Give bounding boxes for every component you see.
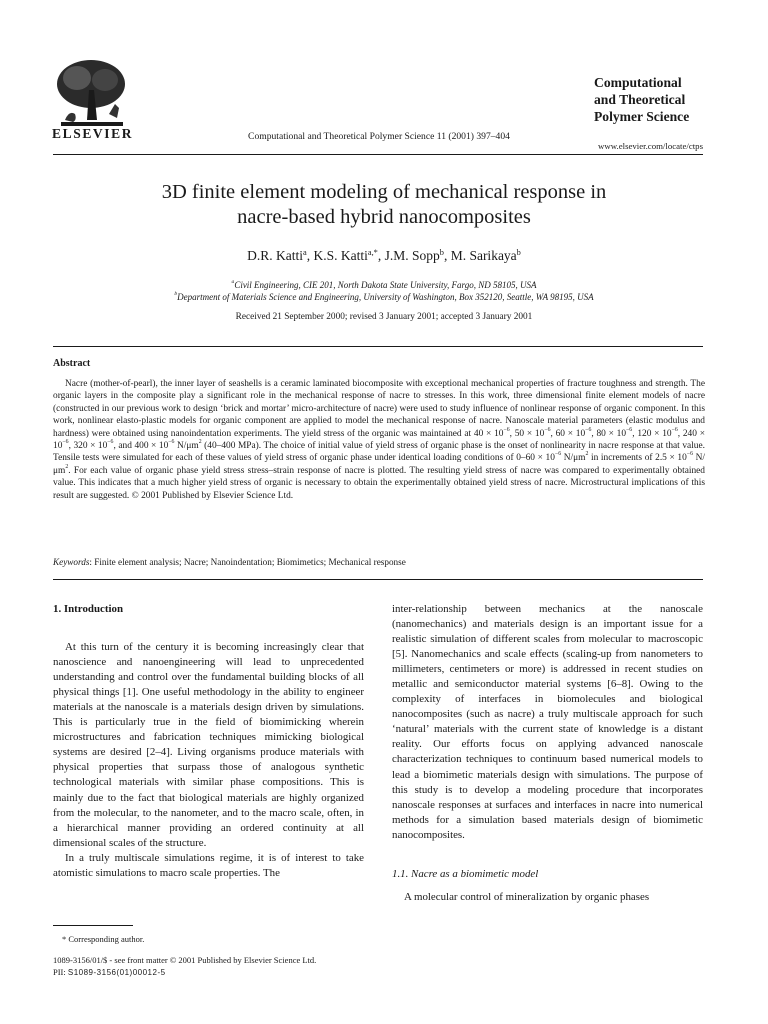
pii-line xyxy=(53,966,316,979)
exponent: −6 xyxy=(671,426,678,433)
header-divider xyxy=(53,154,703,155)
exponent: −6 xyxy=(62,439,69,446)
journal-title xyxy=(594,74,734,125)
exponent: −6 xyxy=(686,451,693,458)
exponent: −6 xyxy=(168,439,175,446)
abstract-text: , 80 × 10 xyxy=(591,428,627,439)
title-line: 3D finite element modeling of mechanical response in xyxy=(161,181,607,203)
received-dates: Received 21 September 2000; revised 3 January 2001; accepted 3 January 2001 xyxy=(235,312,533,322)
abstract-text: in increments of 2.5 × 10 xyxy=(588,453,687,464)
body-paragraph: At this turn of the century it is becoming increasingly clear that nanoscience and nanoengineering will lead to unprecedented understanding and control over the fundamental building blocks of all physical things [1]. One useful methodology in the ability to engineer materials at the nanoscale is a materials design driven by simulations. This is particularly true in the field of biomimicking wherein microstructures and fabrication techniques mimicking biological systems are desired [2–4]. Living organisms produce materials with physical properties that surpass those of analogous synthetic technological materials with similar phase compositions. This is mainly due to the fact that biological materials are highly organized from the molecular, to the nanometer, and to the macro scale, often, in a hierarchical manner providing an ordered continuity at all dimensional scales of the structure. xyxy=(53,641,364,849)
keywords xyxy=(53,557,705,567)
author-name: M. Sarikaya xyxy=(450,248,517,263)
journal-url[interactable]: www.elsevier.com/locate/ctps xyxy=(598,141,703,151)
author-affiliation-mark: b xyxy=(439,248,444,257)
title-line: nacre-based hybrid nanocomposites xyxy=(237,206,531,228)
keywords-list: : Finite element analysis; Nacre; Nanoindentation; Biomimetics; Mechanical response xyxy=(89,557,406,567)
keywords-divider xyxy=(53,579,703,580)
journal-title-line: Polymer Science xyxy=(594,109,690,124)
exponent: −6 xyxy=(107,439,114,446)
left-column xyxy=(53,602,364,881)
abstract-text: N/μm xyxy=(53,453,705,476)
keywords-label: Keywords xyxy=(53,557,90,567)
author-name: D.R. Katti xyxy=(247,248,304,263)
journal-title-line: and Theoretical xyxy=(594,92,686,107)
abstract-text: , 60 × 10 xyxy=(550,428,586,439)
corresponding-author-note: * Corresponding author. xyxy=(62,934,145,944)
abstract-text: , 240 × 10 xyxy=(53,428,705,452)
exponent: −6 xyxy=(554,451,562,458)
publisher-name: ELSEVIER xyxy=(52,126,134,141)
journal-title-line: Computational xyxy=(594,75,682,90)
pii-label: PII: xyxy=(53,967,66,977)
pii-code: S1089-3156(01)00012-5 xyxy=(67,968,166,977)
body-paragraph: inter-relationship between mechanics at the nanoscale (nanomechanics) and materials design is an important issue for a realistic simulation of different scales from molecular to macroscopic [5]. Nanomechanics and scale effects (scaling-up from nanometers to millimeters, centimeters or more) is addressed in recent studies on metallic and semiconductor material systems [6–8]. Owing to the complexity of interfaces in biomolecules and biological nanocomposites (such as nacre) a truly multiscale approach for such ‘natural’ materials with the current state of knowledge is a distant reality. Our efforts focus on applying advanced nanoscale characterization techniques to continuum based numerical models to lead a biomimetic materials design with simulations. The purpose of this study is to develop a modeling procedure that incorporates nanoscale responses at surfaces and interfaces in nacre into numerical methods for a simulation based materials design of biomimetic nanocomposites. xyxy=(392,603,703,841)
journal-citation: Computational and Theoretical Polymer Science 11 (2001) 397–404 xyxy=(248,131,510,142)
affiliation xyxy=(60,280,708,290)
author-name: J.M. Sopp xyxy=(384,248,440,263)
abstract-text: , 120 × 10 xyxy=(632,428,672,439)
right-column xyxy=(392,602,703,905)
abstract-paragraph xyxy=(53,378,705,502)
copyright-footer xyxy=(53,954,316,979)
abstract-text: , and 400 × 10 xyxy=(113,441,169,452)
affiliation-mark: b xyxy=(174,291,178,297)
author-affiliation-mark: a,* xyxy=(367,248,378,257)
abstract-text: , 320 × 10 xyxy=(68,441,108,452)
abstract-text: N/μm xyxy=(561,453,586,464)
abstract-text: Nacre (mother-of-pearl), the inner layer of seashells is a ceramic laminated biocomposite with exceptional mechanical properties of fracture toughness and strength. The organic layers in the composite play a significant role in the mechanical response of nacre to stresses. In this work, three dimensional finite element models of nacre (constructed in our previous work to design ‘brick and mortar’ micro-architecture of nacre) were used to study influence of nonlinear response of organic component. In this work, nonlinear elasto-plastic models for organic component are applied to model the mechanical response of nacre. Nanoscale material parameters (elastic modulus and hardness) were obtained using nanoindentation experiments. The yield stress of the organic was maintained at 40 × 10 xyxy=(53,379,705,439)
elsevier-tree-logo xyxy=(53,58,131,130)
exponent: 2 xyxy=(198,439,202,446)
abstract-text: . For each value of organic phase yield stress stress–strain response of nacre is plotted. The resulting yield stress of nacre was compared to experimentally obtained value. This indicates that a much higher yield stress of organic is necessary to obtain the experimentally obtained yield stress of nacre. Microstructural implications of this result are suggested. © 2001 Published by Elsevier Science Ltd. xyxy=(53,465,705,501)
affiliation-text: Civil Engineering, CIE 201, North Dakota State University, Fargo, ND 58105, USA xyxy=(234,280,537,290)
abstract-text: N/μm xyxy=(174,441,199,452)
exponent: 2 xyxy=(585,451,589,458)
affiliation-mark: a xyxy=(231,279,235,285)
footnote-divider xyxy=(53,925,133,926)
author-list: D.R. Katti$^a$, K.S. Katti$^{a,*}$, J.M. Sopp$^b$, M. Sarikaya$^b$ xyxy=(247,248,521,263)
body-paragraph: A molecular control of mineralization by organic phases xyxy=(404,890,650,903)
body-paragraph: In a truly multiscale simulations regime, it is of interest to take atomistic simulations to macro scale properties. The xyxy=(53,851,364,879)
issn-line: 1089-3156/01/$ - see front matter © 2001 Published by Elsevier Science Ltd. xyxy=(53,955,317,965)
abstract-divider xyxy=(53,346,703,347)
abstract-heading: Abstract xyxy=(53,358,91,369)
author-affiliation-mark: a xyxy=(303,248,307,257)
subsection-heading: 1.1. Nacre as a biomimetic model xyxy=(392,867,539,880)
exponent: −6 xyxy=(585,426,592,433)
abstract-text: (40–400 MPa). The choice of initial value of yield stress of organic phase is the onset of nonlinearity in nacre response at that value. Tensile tests were simulated for each of these values of yield stress of organic phase under identical loading conditions of 0–60 × 10 xyxy=(53,441,705,464)
affiliation xyxy=(60,292,708,302)
article-title xyxy=(60,180,708,230)
exponent: 2 xyxy=(65,463,69,470)
exponent: −6 xyxy=(544,426,551,433)
author-affiliation-mark: b xyxy=(516,248,521,257)
section-heading: 1. Introduction xyxy=(53,603,123,615)
exponent: −6 xyxy=(503,426,510,433)
author-name: K.S. Katti xyxy=(313,248,368,263)
affiliation-text: Department of Materials Science and Engineering, University of Washington, Box 352120, Seattle, WA 98195, USA xyxy=(177,292,594,302)
exponent: −6 xyxy=(626,426,633,433)
abstract-text: , 50 × 10 xyxy=(509,428,545,439)
abstract-body xyxy=(53,378,705,502)
